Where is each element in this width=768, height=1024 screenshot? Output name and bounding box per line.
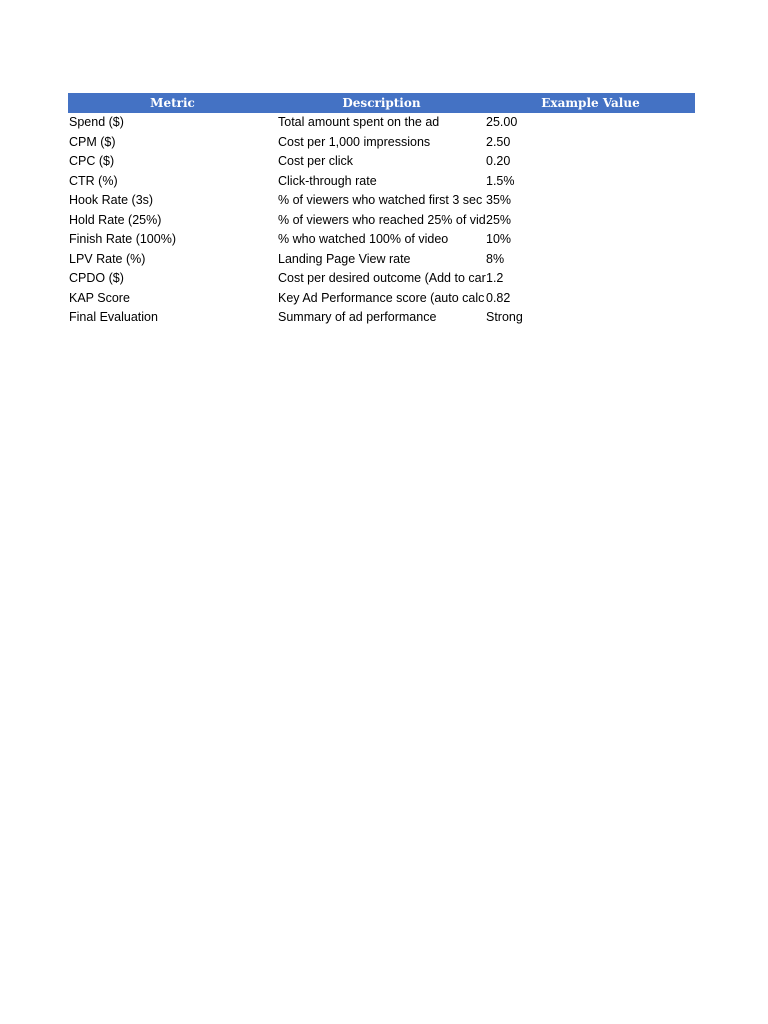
description-cell[interactable]: Summary of ad performance	[278, 310, 437, 324]
value-cell[interactable]: 25%	[486, 212, 512, 227]
value-cell[interactable]: 2.50	[486, 134, 511, 149]
metric-cell[interactable]: Hook Rate (3s)	[69, 193, 154, 207]
metric-cell[interactable]: Spend ($)	[69, 115, 124, 129]
value-cell[interactable]: 8%	[486, 251, 505, 266]
metric-cell[interactable]: KAP Score	[69, 290, 130, 305]
table-row	[68, 152, 695, 172]
metric-cell[interactable]: LPV Rate (%)	[69, 251, 146, 266]
table-row	[68, 308, 695, 328]
description-cell[interactable]: Landing Page View rate	[278, 251, 411, 266]
table-row	[68, 269, 695, 289]
value-cell[interactable]: 1.2	[486, 271, 504, 285]
description-cell[interactable]: % of viewers who watched first 3 sec	[278, 193, 483, 207]
value-cell[interactable]: Strong	[486, 310, 523, 324]
table-row	[68, 289, 695, 309]
metric-cell[interactable]: Final Evaluation	[69, 310, 158, 324]
table-row	[68, 250, 695, 270]
metric-cell[interactable]: CTR (%)	[69, 173, 118, 188]
spreadsheet-table	[68, 93, 695, 328]
value-cell[interactable]: 25.00	[486, 115, 518, 129]
header-example-value[interactable]: Example Value	[541, 96, 640, 110]
description-cell[interactable]: Cost per 1,000 impressions	[278, 134, 431, 149]
table-row	[68, 191, 695, 211]
metric-cell[interactable]: Hold Rate (25%)	[69, 212, 162, 227]
metric-cell[interactable]: CPC ($)	[69, 154, 115, 168]
description-cell[interactable]: Click-through rate	[278, 173, 377, 188]
table-row	[68, 172, 695, 192]
description-cell[interactable]: Cost per desired outcome (Add to car	[278, 271, 486, 285]
metric-cell[interactable]: CPDO ($)	[69, 271, 124, 285]
table-row	[68, 113, 695, 133]
description-cell[interactable]: % who watched 100% of video	[278, 232, 449, 246]
description-cell[interactable]: Total amount spent on the ad	[278, 115, 440, 129]
table-row	[68, 133, 695, 153]
description-cell[interactable]: Key Ad Performance score (auto calc	[278, 290, 485, 305]
metric-cell[interactable]: CPM ($)	[69, 134, 116, 149]
value-cell[interactable]: 0.82	[486, 290, 511, 305]
description-cell[interactable]: Cost per click	[278, 154, 354, 168]
description-cell[interactable]: % of viewers who reached 25% of vid	[278, 212, 486, 227]
value-cell[interactable]: 0.20	[486, 154, 511, 168]
value-cell[interactable]: 1.5%	[486, 173, 515, 188]
header-metric[interactable]: Metric	[150, 96, 195, 110]
table-header-row	[68, 93, 695, 113]
metric-cell[interactable]: Finish Rate (100%)	[69, 232, 176, 246]
table-row	[68, 230, 695, 250]
value-cell[interactable]: 10%	[486, 232, 512, 246]
table-row	[68, 211, 695, 231]
value-cell[interactable]: 35%	[486, 193, 512, 207]
header-description[interactable]: Description	[342, 96, 421, 110]
